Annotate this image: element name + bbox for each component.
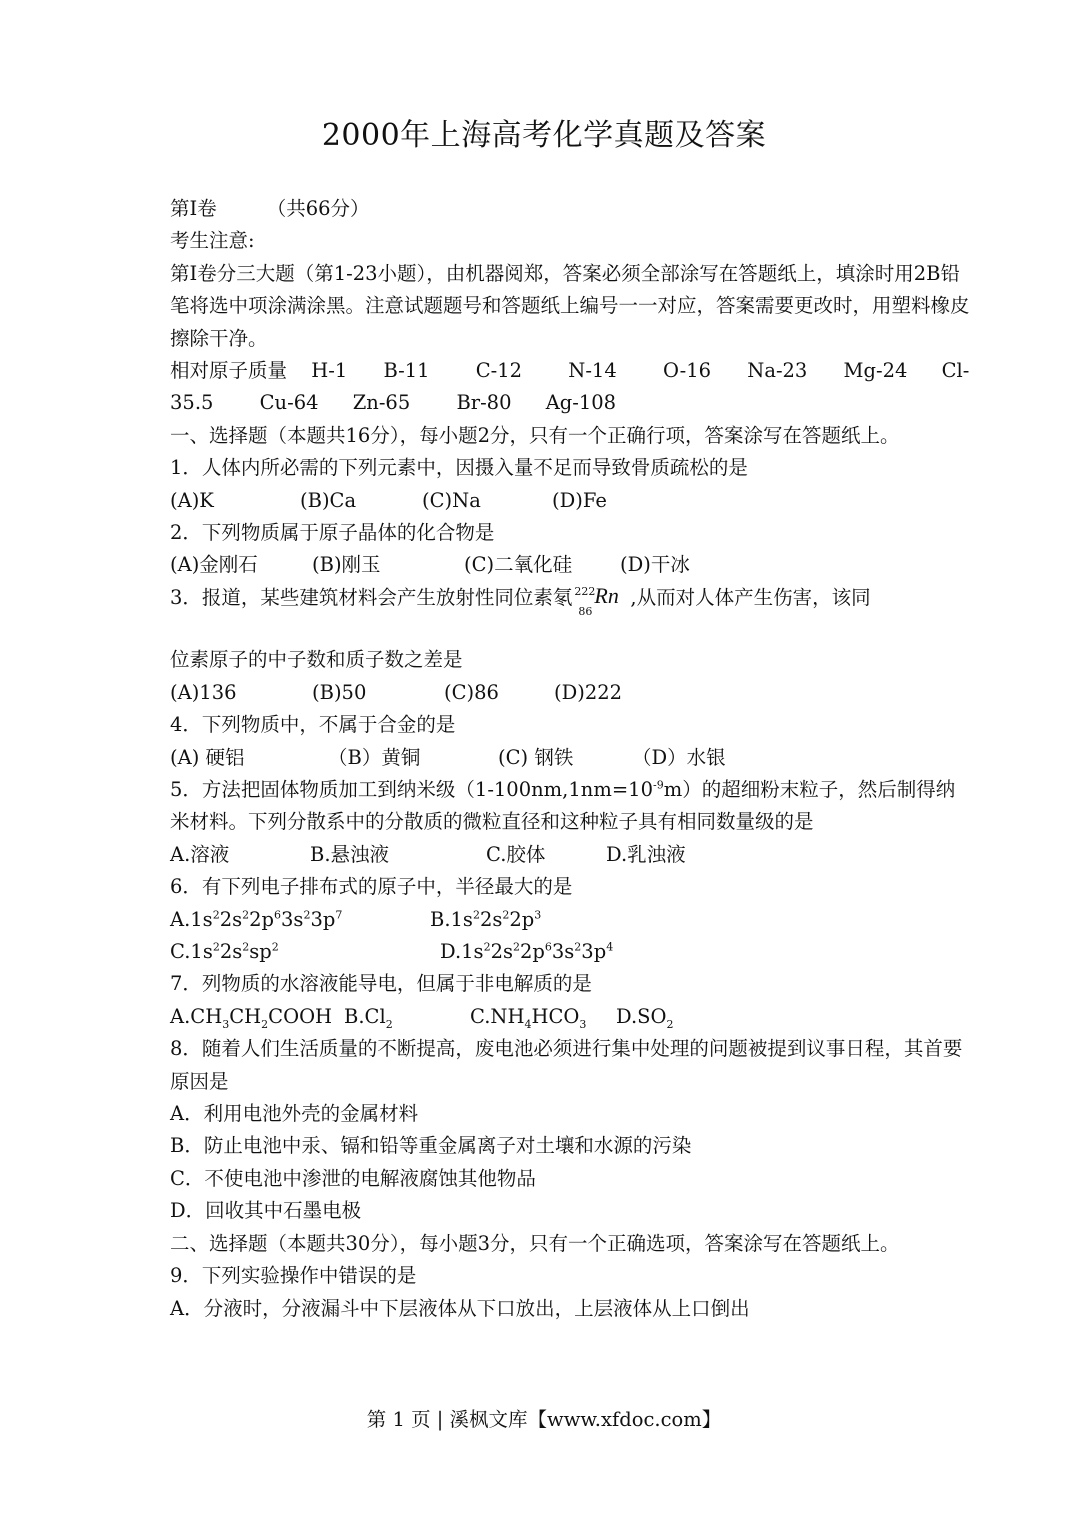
notice-heading: 考生注意: [170, 229, 255, 253]
q2-options [170, 549, 970, 581]
page-title: 2000年上海高考化学真题及答案 [321, 118, 767, 153]
section-name: 第Ⅰ卷 [170, 197, 217, 220]
part2-header: 二、选择题（本题共30分），每小题3分，只有一个正确选项，答案涂写在答题纸上。 [170, 1231, 900, 1255]
atomic-mass-item: O-16 [662, 359, 712, 383]
atomic-mass-item: Na-23 [747, 359, 808, 383]
option: (D)干冰 [620, 553, 690, 577]
q3-stem [170, 582, 970, 619]
q3-stem-post: ,从而对人体产生伤害，该同 [630, 585, 871, 609]
atomic-mass-item: C-12 [475, 359, 523, 383]
q5-options [170, 839, 970, 871]
q5-stem [170, 774, 970, 839]
q7-options [170, 1001, 970, 1033]
q4-stem: 4．下列物质中，不属于合金的是 [170, 713, 456, 737]
q8-option-a: A．利用电池外壳的金属材料 [170, 1102, 419, 1126]
atomic-masses [170, 355, 970, 420]
q8-option-b: B．防止电池中汞、镉和铅等重金属离子对土壤和水源的污染 [170, 1134, 692, 1158]
atomic-mass-item: Mg-24 [843, 359, 908, 383]
q5-stem-a: 5．方法把固体物质加工到纳米级（1-100nm,1nm=10 [170, 778, 653, 801]
option: (D)Fe [552, 488, 607, 512]
q5-stem-b: m）的超细粉末粒子，然后制得纳米材料。下列分散系中的分散质的微粒直径和这种粒子具有相同数量级的是 [170, 778, 956, 834]
q2-stem: 2．下列物质属于原子晶体的化合物是 [170, 521, 495, 545]
atomic-mass-item: Cu-64 [259, 391, 319, 415]
option: A.溶液 [170, 842, 230, 866]
atomic-mass-item: Zn-65 [352, 391, 411, 415]
part1-header: 一、选择题（本题共16分），每小题2分，只有一个正确行项，答案涂写在答题纸上。 [170, 423, 900, 447]
option: (A)金刚石 [170, 553, 258, 577]
option-a: $A.1s^22s^22p^63s^23p^7$ [170, 907, 343, 931]
option: (C) 钢铁 [498, 745, 574, 769]
atomic-mass-item: Ag-108 [545, 391, 617, 415]
q6-options-row2 [170, 936, 970, 968]
option-c: $C.NH_4HCO_3$ [470, 1004, 587, 1031]
radon-nuclide [572, 582, 630, 619]
option: (C)86 [444, 680, 499, 704]
option-b: $B.1s^22s^22p^3$ [430, 907, 542, 931]
atomic-mass-item: Cl-35.5 [170, 359, 970, 415]
option-a: $A.CH_3CH_2COOH$ [170, 1004, 333, 1031]
q6-options-row1 [170, 904, 970, 936]
q1-stem: 1．人体内所必需的下列元素中，因摄入量不足而导致骨质疏松的是 [170, 456, 748, 480]
q8-option-d: D．回收其中石墨电极 [170, 1199, 362, 1223]
option: （B）黄铜 [328, 745, 421, 769]
option: (C)Na [422, 488, 481, 512]
q8-stem: 8．随着人们生活质量的不断提高，废电池必须进行集中处理的问题被提到议事日程，其首要原因是 [170, 1037, 963, 1093]
atomic-mass-item: N-14 [568, 359, 617, 383]
option-d: $D.1s^22s^22p^63s^23p^4$ [440, 940, 614, 964]
option: （D）水银 [632, 745, 726, 769]
atomic-mass-item: Br-80 [456, 391, 512, 415]
option: (B)Ca [300, 488, 357, 512]
atomic-mass-item: B-11 [383, 359, 430, 383]
atomic-mass-item: H-1 [311, 359, 348, 383]
option: (B)50 [312, 680, 367, 704]
atomic-number: 86 [578, 605, 593, 619]
q9-stem: 9．下列实验操作中错误的是 [170, 1264, 417, 1288]
document-body [170, 193, 970, 1325]
option-d: $D.SO_2$ [616, 1004, 674, 1031]
q3-stem-line2: 位素原子的中子数和质子数之差是 [170, 648, 463, 672]
option: (C)二氧化硅 [464, 553, 573, 577]
option: B.悬浊液 [310, 842, 390, 866]
option: (A)136 [170, 680, 237, 704]
option-c: $C.1s^22s^2sp^2$ [170, 940, 279, 964]
q8-option-c: C．不使电池中渗泄的电解液腐蚀其他物品 [170, 1166, 536, 1190]
notice-text: 第Ⅰ卷分三大题（第1-23小题），由机器阅郑，答案必须全部涂写在答题纸上，填涂时用2B铅笔将选中项涂满涂黑。注意试题题号和答题纸上编号一一对应，答案需要更改时，用塑料橡皮擦除干净。 [170, 261, 970, 350]
page-footer: 第 1 页 | 溪枫文库【www.xfdoc.com】 [366, 1408, 722, 1431]
q1-options [170, 485, 970, 517]
option-b: $B.Cl_2$ [344, 1004, 393, 1031]
option: (B)刚玉 [312, 553, 381, 577]
q9-option-a: A．分液时，分液漏斗中下层液体从下口放出，上层液体从上口倒出 [170, 1296, 750, 1320]
mass-number: 222 [574, 585, 596, 599]
option: (A)K [170, 488, 214, 512]
q7-stem: 7．列物质的水溶液能导电，但属于非电解质的是 [170, 972, 592, 996]
option: (D)222 [554, 680, 623, 704]
q4-options [170, 742, 970, 774]
q6-stem: 6．有下列电子排布式的原子中，半径最大的是 [170, 875, 573, 899]
q3-options [170, 677, 970, 709]
section-header [170, 193, 970, 225]
section-score: （共66分） [266, 197, 370, 220]
option: C.胶体 [486, 842, 546, 866]
option: (A) 硬铝 [170, 745, 245, 769]
atomic-masses-label: 相对原子质量 [170, 359, 288, 383]
q3-stem-pre: 3．报道，某些建筑材料会产生放射性同位素氡 [170, 585, 573, 609]
exponent: -9 [652, 778, 664, 792]
element-symbol: Rn [594, 583, 619, 609]
option: D.乳浊液 [606, 842, 686, 866]
